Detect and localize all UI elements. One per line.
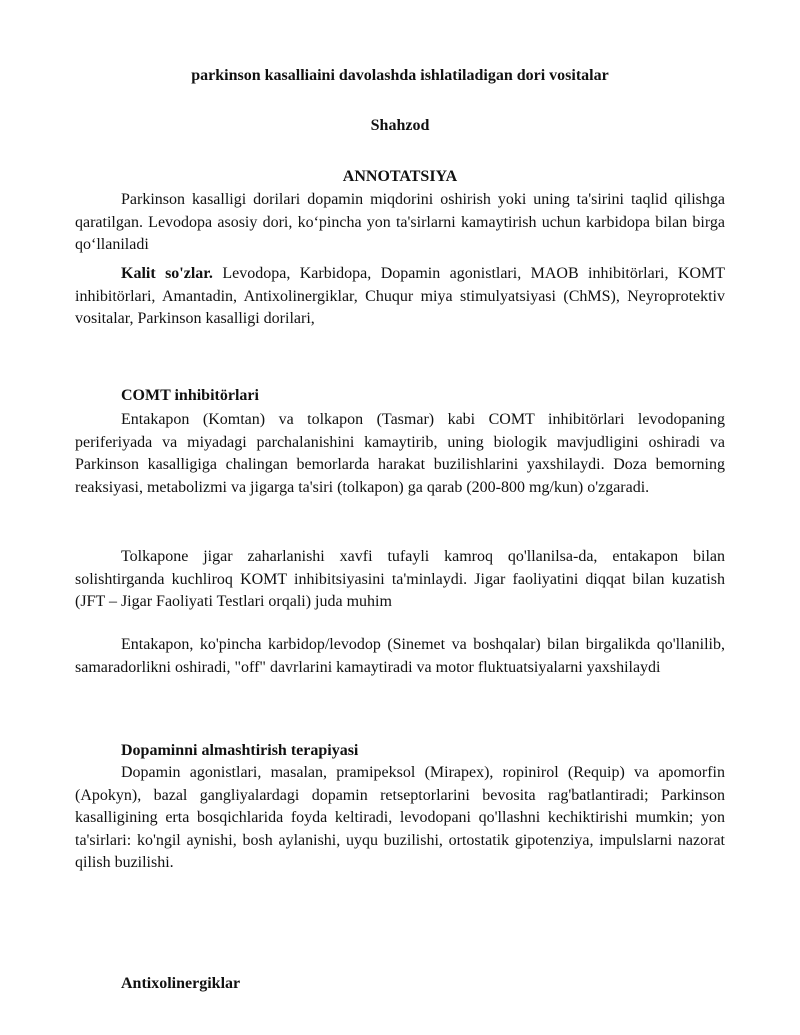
keywords-paragraph: [75, 263, 725, 331]
dopamine-paragraph-1: Dopamin agonistlari, masalan, pramipeksol (Mirapex), ropinirol (Requip) va apomorfin (Apokyn), bazal gangliyalardagi dopamin retseptorlarini bevosita rag'batlantiradi; Parkinson kasalligining erta bosqichlarida foyda keltiradi, levodopani qo'llashni kechiktirishi mumkin; yon ta'sirlari: ko'ngil aynishi, bosh aylanishi, uyqu buzilishi, ortostatik gipotenziya, impulslarni nazorat qilish buzilishi.: [75, 764, 725, 871]
comt-paragraph-1: Entakapon (Komtan) va tolkapon (Tasmar) kabi COMT inhibitörlari levodopaning periferiyada va miyadagi parchalanishini kamaytirib, uning biologik mavjudligini oshiradi va Parkinson kasalligiga chalingan bemorlarda harakat buzilishlarini yaxshilaydi. Doza bemorning reaksiyasi, metabolizmi va jigarga ta'siri (tolkapon) ga qarab (200-800 mg/kun) o'zgaradi.: [75, 411, 725, 496]
keywords-list: Levodopa, Karbidopa, Dopamin agonistlari, MAOB inhibitörlari, KOMT inhibitörlari, Amantadin, Antixolinergiklar, Chuqur miya stimulyatsiyasi (ChMS), Neyroprotektiv vositalar, Parkinson kasalligi dorilari,: [75, 265, 726, 327]
section-heading-dopamine: Dopaminni almashtirish terapiyasi: [121, 742, 359, 759]
section-heading-anticholinergics: Antixolinergiklar: [121, 975, 241, 992]
author-name: Shahzod: [370, 117, 430, 134]
annotation-heading: ANNOTATSIYA: [342, 168, 458, 185]
comt-paragraph-2: Tolkapone jigar zaharlanishi xavfi tufayli kamroq qo'llanilsa-da, entakapon bilan solishtirganda kuchliroq KOMT inhibitsiyasini ta'minlaydi. Jigar faoliyatini diqqat bilan kuzatish (JFT – Jigar Faoliyati Testlari orqali) juda muhim: [75, 548, 725, 610]
section-heading-comt: COMT inhibitörlari: [121, 387, 259, 404]
keywords-label: Kalit so'zlar.: [121, 265, 213, 282]
comt-paragraph-3: Entakapon, ko'pincha karbidop/levodop (Sinemet va boshqalar) bilan birgalikda qo'llanilib, samaradorlikni oshiradi, "off" davrlarini kamaytiradi va motor fluktuatsiyalarni yaxshilaydi: [75, 636, 725, 676]
annotation-text: Parkinson kasalligi dorilari dopamin miqdorini oshirish yoki uning ta'sirini taqlid qilishga qaratilgan. Levodopa asosiy dori, ko‘pincha yon ta'sirlarni kamaytirish uchun karbidopa bilan birga qo‘llaniladi: [75, 191, 725, 253]
document-title: parkinson kasalliaini davolashda ishlatiladigan dori vositalar: [191, 67, 609, 84]
